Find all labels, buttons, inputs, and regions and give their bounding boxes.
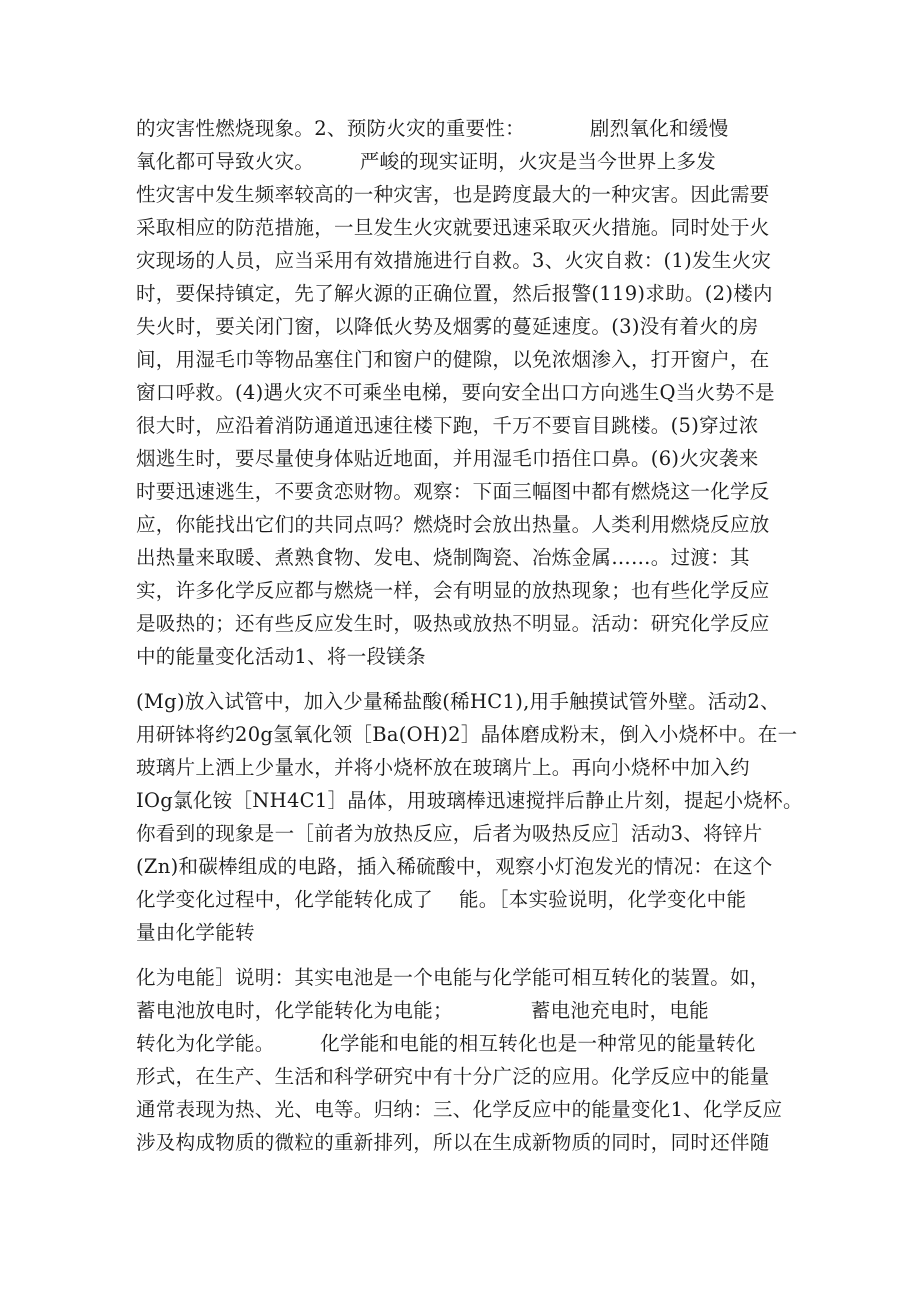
text-line: (Zn)和碳棒组成的电路，插入稀硫酸中，观察小灯泡发光的情况：在这个	[136, 855, 773, 878]
text-line: 采取相应的防范措施，一旦发生火灾就要迅速采取灭火措施。同时处于火	[136, 216, 770, 239]
text-line: 玻璃片上洒上少量水，并将小烧杯放在玻璃片上。再向小烧杯中加入约	[136, 756, 750, 779]
text-line: 很大时，应沿着消防通道迅速往楼下跑，千万不要盲目跳楼。(5)穿过浓	[136, 414, 759, 437]
text-line: 中的能量变化活动1、将一段镁条	[136, 645, 426, 668]
text-line: 出热量来取暖、煮熟食物、发电、烧制陶瓷、冶炼金属……。过渡：其	[136, 546, 750, 569]
text-line: 灾现场的人员，应当采用有效措施进行自救。3、火灾自救：(1)发生火灾	[136, 249, 772, 272]
text-line: 用研钵将约20g氢氧化领［Ba(OH)2］晶体磨成粉末，倒入小烧杯中。在一	[136, 723, 798, 746]
text-line: 的灾害性燃烧现象。2、预防火灾的重要性： 剧烈氧化和缓慢	[136, 117, 729, 140]
text-line: 失火时，要关闭门窗，以降低火势及烟雾的蔓延速度。(3)没有着火的房	[136, 315, 759, 338]
text-line: 化为电能］说明：其实电池是一个电能与化学能可相互转化的装置。如，	[136, 966, 770, 989]
text-line: 性灾害中发生频率较高的一种灾害，也是跨度最大的一种灾害。因此需要	[136, 183, 770, 206]
text-line: 转化为化学能。 化学能和电能的相互转化也是一种常见的能量转化	[136, 1032, 756, 1055]
text-line: 时，要保持镇定，先了解火源的正确位置，然后报警(119)求助。(2)楼内	[136, 282, 773, 305]
text-line: 烟逃生时，要尽量使身体贴近地面，并用湿毛巾捂住口鼻。(6)火灾袭来	[136, 447, 759, 470]
text-line: (Mg)放入试管中，加入少量稀盐酸(稀HC1),用手触摸试管外壁。活动2、	[136, 690, 780, 713]
text-line: 时要迅速逃生，不要贪恋财物。观察：下面三幅图中都有燃烧这一化学反	[136, 480, 770, 503]
text-line: 化学变化过程中，化学能转化成了 能。［本实验说明，化学变化中能	[136, 888, 747, 911]
text-line: 涉及构成物质的微粒的重新排列，所以在生成新物质的同时，同时还伴随	[136, 1131, 770, 1154]
text-line: 你看到的现象是一［前者为放热反应，后者为吸热反应］活动3、将锌片	[136, 822, 763, 845]
text-line: 实，许多化学反应都与燃烧一样，会有明显的放热现象；也有些化学反应	[136, 579, 770, 602]
text-line: 氧化都可导致火灾。 严峻的现实证明，火灾是当今世界上多发	[136, 150, 717, 173]
text-line: 形式，在生产、生活和科学研究中有十分广泛的应用。化学反应中的能量	[136, 1065, 770, 1088]
text-line: IOg氯化铵［NH4C1］晶体，用玻璃棒迅速搅拌后静止片刻，提起小烧杯。	[136, 789, 803, 812]
text-line: 是吸热的；还有些反应发生时，吸热或放热不明显。活动：研究化学反应	[136, 612, 770, 635]
text-line: 量由化学能转	[136, 921, 255, 944]
text-line: 窗口呼救。(4)遇火灾不可乘坐电梯，要向安全出口方向逃生Q当火势不是	[136, 381, 775, 404]
text-line: 蓄电池放电时，化学能转化为电能； 蓄电池充电时，电能	[136, 999, 709, 1022]
text-line: 应，你能找出它们的共同点吗？燃烧时会放出热量。人类利用燃烧反应放	[136, 513, 770, 536]
text-line: 通常表现为热、光、电等。归纳：三、化学反应中的能量变化1、化学反应	[136, 1098, 783, 1121]
text-line: 间，用湿毛巾等物品塞住门和窗户的健隙，以免浓烟渗入，打开窗户，在	[136, 348, 770, 371]
